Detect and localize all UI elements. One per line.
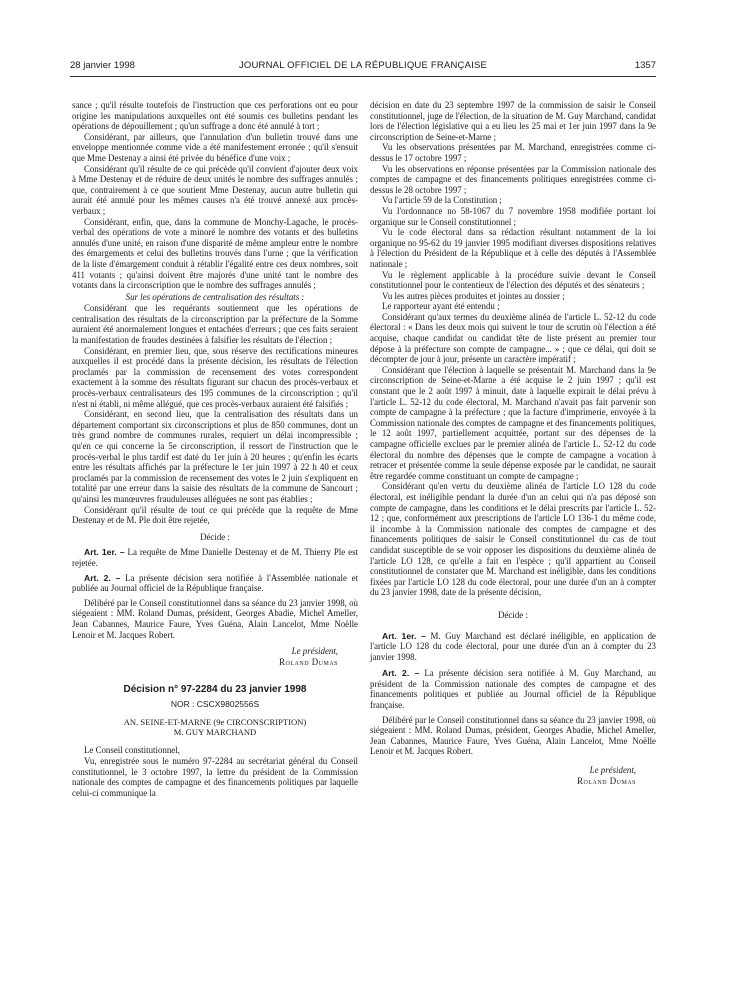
decide-heading: Décide : bbox=[498, 609, 528, 620]
paragraph: Considérant qu'il résulte de ce qui précède qu'il convient d'ajouter deux voix à Mme Destenay et de réduire de deux unités le nombre des suffrages annulés ; que, contrairement à ce que soutient Mme Destenay, aucun autre bulletin qui aurait été annulé pour les mêmes causes n'a été trouvé annexé aux procès-verbaux ; bbox=[72, 163, 358, 216]
paragraph: sance ; qu'il résulte toutefois de l'instruction que ces perforations ont eu pour origine les manipulations auxquelles ont été soumis ces bulletins pendant les opérations de dépouillement ; qu'un suffrage a donc été annulé à tort ; bbox=[72, 100, 358, 132]
article-2 bbox=[370, 668, 656, 710]
journal-title: JOURNAL OFFICIEL DE LA RÉPUBLIQUE FRANÇAISE bbox=[238, 60, 488, 71]
left-column bbox=[72, 100, 358, 798]
deliberation: Délibéré par le Conseil constitutionnel dans sa séance du 23 janvier 1998, où siégeaient : MM. Roland Dumas, président, Georges Abadie, Michel Ameller, Jean Cabannes, Maurice Faure, Yves Guéna, Alain Lancelot, Mme Noëlle Lenoir et M. Jacques Robert. bbox=[72, 597, 358, 640]
article-1 bbox=[370, 631, 656, 663]
paragraph: Considérant qu'il résulte de tout ce qui précède que la requête de Mme Destenay et de M. Ple doit être rejetée, bbox=[72, 504, 358, 526]
page-number: 1357 bbox=[634, 60, 656, 71]
signature bbox=[72, 646, 338, 667]
nor-reference: NOR : CSCX9802556S bbox=[170, 698, 260, 709]
paragraph: Vu, enregistrée sous le numéro 97-2284 au secrétariat général du Conseil constitutionnel, le 3 octobre 1997, la lettre du président de la Commission nationale des comptes de campagne et des financements politiques par laquelle celui-ci communique la bbox=[72, 756, 358, 798]
article-label: Art. 1er. – bbox=[382, 630, 426, 641]
paragraph: Vu l'ordonnance no 58-1067 du 7 novembre 1958 modifiée portant loi organique sur le Conseil constitutionnel ; bbox=[370, 205, 656, 227]
paragraph: Le rapporteur ayant été entendu ; bbox=[382, 301, 500, 312]
deliberation: Délibéré par le Conseil constitutionnel dans sa séance du 23 janvier 1998, où siégeaient : MM. Roland Dumas, président, Georges Abadie, Michel Ameller, Jean Cabannes, Maurice Faure, Yves Guéna, Alain Lancelot, Mme Noëlle Lenoir et M. Jacques Robert. bbox=[370, 714, 656, 757]
paragraph: Considérant que les requérants soutiennent que les opérations de centralisation des résultats de la circonscription par la préfecture de la Somme auraient été anormalement longues et entachées d'erreurs ; que ces faits seraient la manifestation de fraudes destinées à falsifier les résultats de l'élection ; bbox=[72, 303, 358, 346]
header-rule bbox=[70, 76, 656, 77]
article-2 bbox=[72, 573, 358, 594]
article-text: M. Guy Marchand est déclaré inéligible, en application de l'article LO 128 du code électoral, pour une durée d'un an à compter du 23 janvier 1998. bbox=[370, 630, 656, 662]
paragraph: Vu le code électoral dans sa rédaction résultant notamment de la loi organique no 95-62 du 19 janvier 1995 modifiant diverses dispositions relatives à l'élection du Président de la République et à celle des députés à l'Assemblée nationale ; bbox=[370, 227, 656, 269]
page-header bbox=[70, 60, 656, 76]
paragraph: Le Conseil constitutionnel, bbox=[84, 745, 180, 756]
paragraph: Considérant, par ailleurs, que l'annulation d'un bulletin trouvé dans une enveloppe mentionnée comme vide a été manifestement erronée ; qu'il s'ensuit que Mme Destenay a ainsi été privée du bénéfice d'une voix ; bbox=[72, 131, 358, 163]
paragraph: Considérant, enfin, que, dans la commune de Monchy-Lagache, le procès-verbal des opérations de vote a minoré le nombre des votants et des bulletins annulés d'une unité, en raison d'une disparité de même ampleur entre le nombre des émargements et celui des bulletins trouvés dans l'urne ; que la vérification de la liste d'émargement conduit à rétablir l'égalité entre ces deux nombres, soit 411 votants ; qu'ainsi doivent être majorés d'une unité tant le nombre des votants dans la circonscription que le nombre des suffrages annulés ; bbox=[72, 216, 358, 291]
paragraph: Considérant, en second lieu, que la centralisation des résultats dans un département comportant six circonscriptions et plus de 850 communes, dont un très grand nombre de communes rurales, requiert un délai incompressible ; qu'en ce qui concerne la 5e circonscription, il ressort de l'instruction que le procès-verbal le plus tardif est daté du 1er juin à 20 heures ; qu'enfin les écarts entre les résultats affichés par la préfecture le 1er juin 1997 à 22 h 40 et ceux proclamés par la commission de recensement des votes le 2 juin s'expliquent en totalité par une erreur dans la saisie des résultats de la commune de Sancourt ; qu'ainsi les manœuvres frauduleuses alléguées ne sont pas établies ; bbox=[72, 409, 358, 504]
an-line-2: M. GUY MARCHAND bbox=[173, 727, 257, 738]
signature-name: Roland Dumas bbox=[577, 775, 636, 786]
paragraph: Vu les observations présentées par M. Marchand, enregistrées comme ci-dessus le 17 octobre 1997 ; bbox=[370, 142, 656, 163]
article-text: La présente décision sera notifiée à l'Assemblée nationale et publiée au Journal officiel de la République française. bbox=[72, 572, 359, 594]
header-date: 28 janvier 1998 bbox=[70, 60, 135, 71]
article-label: Art. 1er. – bbox=[84, 547, 125, 558]
paragraph: Vu les observations en réponse présentées par la Commission nationale des comptes de campagne et des financements politiques enregistrées comme ci-dessus le 28 octobre 1997 ; bbox=[370, 163, 656, 195]
decide-heading: Décide : bbox=[200, 531, 230, 542]
signature-title: Le président, bbox=[291, 646, 338, 657]
decision-title: Décision n° 97-2284 du 23 janvier 1998 bbox=[123, 684, 307, 696]
right-column bbox=[370, 100, 656, 786]
paragraph: Considérant que l'élection à laquelle se présentait M. Marchand dans la 9e circonscription de Seine-et-Marne a été acquise le 2 juin 1997 ; qu'il est constant que le 2 août 1997 à minuit, date à laquelle expirait le délai prévu à l'article L. 52-12 du code électoral, M. Marchand n'avait pas fait parvenir son compte de campagne à la préfecture ; que la facture d'imprimerie, envoyée à la Commission nationale des comptes de campagne et des financements politiques, le 12 août 1997, partiellement acquittée, portant sur des dépenses de la campagne officielle exclues par le premier alinéa de l'article L. 52-12 du code électoral du nombre des dépenses que le compte de campagne a vocation à retracer et présentée comme la seule dépense exposée par le candidat, ne saurait être regardée comme constituant un compte de campagne ; bbox=[370, 364, 656, 481]
signature-title: Le président, bbox=[589, 765, 636, 776]
signature bbox=[370, 765, 636, 786]
paragraph: décision en date du 23 septembre 1997 de la commission de saisir le Conseil constitutionnel, juge de l'élection, de la situation de M. Guy Marchand, candidat lors de l'élection législative qui a eu lieu les 25 mai et 1er juin 1997 dans la 9e circonscription de Seine-et-Marne ; bbox=[370, 100, 656, 142]
paragraph: Vu les autres pièces produites et jointes au dossier ; bbox=[382, 290, 565, 301]
article-label: Art. 2. – bbox=[382, 668, 420, 679]
article-text: La requête de Mme Danielle Destenay et de M. Thierry Ple est rejetée. bbox=[72, 547, 359, 568]
section-subheading: Sur les opérations de centralisation des résultats : bbox=[125, 291, 305, 302]
paragraph: Considérant qu'en vertu du deuxième alinéa de l'article LO 128 du code électoral, est inéligible pendant la durée d'un an celui qui n'a pas déposé son compte de campagne, dans les conditions et le délai prescrits par l'article L. 52-12 ; que, conformément aux prescriptions de l'article LO 136-1 du même code, il incombe à la Commission nationale des comptes de campagne et des financements politiques de saisir le Conseil constitutionnel du cas de tout candidat susceptible de se voir opposer les dispositions du deuxième alinéa de l'article LO 128, ce qu'elle a fait en l'espèce ; qu'il appartient au Conseil constitutionnel de constater que M. Marchand est inéligible, dans les conditions fixées par l'article LO 128 du code électoral, pour une durée d'un an à compter du 23 janvier 1998, date de la présente décision, bbox=[370, 481, 656, 598]
paragraph: Considérant, en premier lieu, que, sous réserve des rectifications mineures auxquelles il est procédé dans la présente décision, les résultats de l'élection proclamés par la commission de recensement des votes correspondent exactement à la somme des résultats figurant sur chacun des procès-verbaux et procès-verbaux centralisateurs des 195 communes de la circonscription ; qu'il n'est ni établi, ni même allégué, que ces procès-verbaux auraient été falsifiés ; bbox=[72, 345, 358, 409]
article-label: Art. 2. – bbox=[84, 572, 121, 583]
an-line-1: AN. SEINE-ET-MARNE (9e CIRCONSCRIPTION) bbox=[123, 717, 307, 728]
article-text: La présente décision sera notifiée à M. Guy Marchand, au président de la Commission nationale des comptes de campagne et des financements politiques et publiée au Journal officiel de la République française. bbox=[370, 668, 656, 711]
paragraph: Vu le règlement applicable à la procédure suivie devant le Conseil constitutionnel pour le contentieux de l'élection des députés et des sénateurs ; bbox=[370, 269, 656, 291]
article-1 bbox=[72, 547, 358, 568]
signature-name: Roland Dumas bbox=[279, 656, 338, 667]
paragraph: Vu l'article 59 de la Constitution ; bbox=[382, 195, 502, 206]
paragraph: Considérant qu'aux termes du deuxième alinéa de l'article L. 52-12 du code électoral : « Dans les deux mois qui suivent le tour de scrutin où l'élection a été acquise, chaque candidat ou candidat tête de liste présent au premier tour dépose à la préfecture son compte de campagne... » ; que ce délai, qui doit se décompter de jour à jour, présente un caractère impératif ; bbox=[370, 311, 656, 365]
